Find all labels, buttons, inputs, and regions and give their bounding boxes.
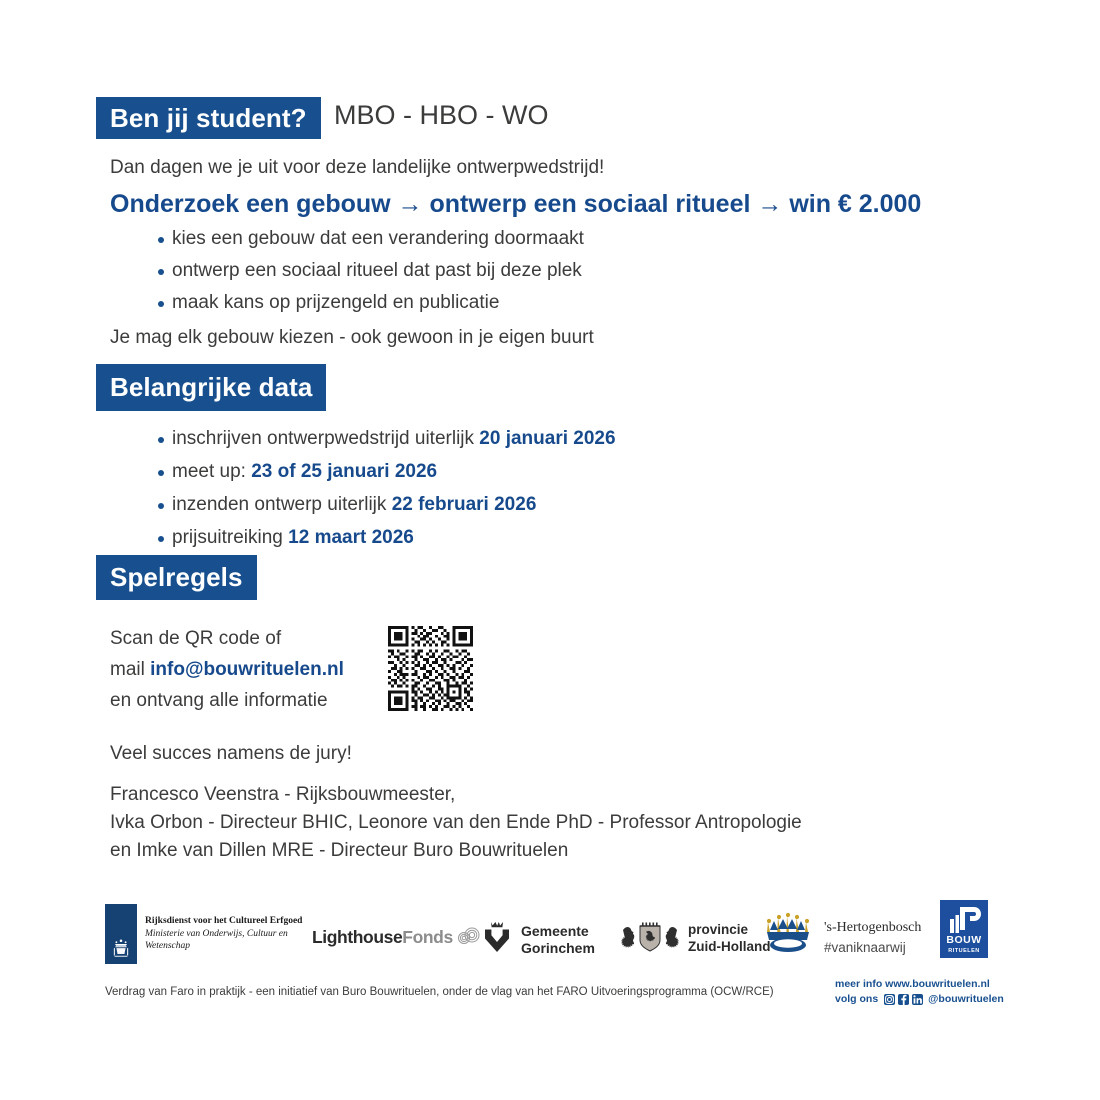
qr-code-icon[interactable] bbox=[388, 626, 473, 711]
logo-word-2: RITUELEN bbox=[948, 948, 980, 954]
den-bosch-crown-icon bbox=[760, 912, 816, 963]
coat-of-arms-svg bbox=[620, 918, 680, 954]
logo-line-1: provincie bbox=[688, 922, 749, 938]
logo-line-3: Wetenschap bbox=[145, 941, 191, 952]
logo-provincie-zuid-holland bbox=[620, 918, 770, 959]
date-item-text: inschrijven ontwerpwedstrijd uiterlijk bbox=[172, 428, 480, 449]
footer-follow-label: volg ons bbox=[835, 993, 879, 1006]
logo-text bbox=[824, 918, 921, 958]
section-header-student: Ben jij student? bbox=[96, 97, 321, 139]
date-item-value: 20 januari 2026 bbox=[479, 428, 616, 449]
list-item bbox=[158, 527, 616, 549]
jury-greeting: Veel succes namens de jury! bbox=[110, 743, 352, 764]
logo-line-1: Rijksdienst voor het Cultureel Erfgoed bbox=[145, 916, 303, 927]
jury-line-3: en Imke van Dillen MRE - Directeur Buro Bouwrituelen bbox=[110, 839, 569, 861]
facebook-svg bbox=[898, 994, 909, 1005]
section-header-rules: Spelregels bbox=[96, 555, 257, 600]
date-item-value: 12 maart 2026 bbox=[288, 527, 414, 548]
footer-credit-text: Verdrag van Faro in praktijk - een initiatief van Buro Bouwrituelen, onder de vlag van het FARO Uitvoeringsprogramma (OCW/RCE) bbox=[105, 986, 774, 998]
instagram-icon[interactable] bbox=[884, 994, 895, 1005]
date-item-text: inzenden ontwerp uiterlijk bbox=[172, 494, 392, 515]
logo-gemeente-gorinchem bbox=[482, 920, 595, 959]
bouwrituelen-mark-icon bbox=[938, 898, 990, 960]
facebook-icon[interactable] bbox=[898, 994, 909, 1005]
rijksoverheid-emblem-icon bbox=[105, 904, 137, 964]
linkedin-svg bbox=[912, 994, 923, 1005]
contest-bullet-list bbox=[158, 228, 584, 324]
logo-line-1: Gemeente bbox=[521, 922, 589, 939]
logo-line-1: 's-Hertogenbosch bbox=[824, 919, 922, 935]
jury-block bbox=[110, 740, 802, 865]
list-item: kies een gebouw dat een verandering doormaakt bbox=[158, 228, 584, 250]
footer-social-handle[interactable]: @bouwrituelen bbox=[928, 993, 1004, 1006]
logo-text bbox=[688, 922, 770, 954]
education-levels-label: MBO - HBO - WO bbox=[334, 100, 549, 130]
intro-text: Dan dagen we je uit voor deze landelijke ontwerpwedstrijd! bbox=[110, 157, 605, 178]
qr-instruction-line-1: Scan de QR code of bbox=[110, 628, 282, 649]
important-dates-list bbox=[158, 428, 616, 560]
logo-line-2: #vaniknaarwij bbox=[824, 939, 906, 955]
royal-crest-icon bbox=[110, 938, 132, 960]
list-item: maak kans op prijzengeld en publicatie bbox=[158, 292, 584, 314]
qr-instruction-line-3: en ontvang alle informatie bbox=[110, 689, 328, 711]
logo-word-1: BOUW bbox=[946, 934, 982, 946]
crest-crown-svg bbox=[482, 920, 512, 954]
logo-rijksdienst-cultureel-erfgoed bbox=[105, 904, 302, 964]
gorinchem-crest-icon bbox=[482, 920, 512, 959]
list-item bbox=[158, 428, 616, 450]
mail-prefix: mail bbox=[110, 658, 151, 680]
building-choice-note: Je mag elk gebouw kiezen - ook gewoon in je eigen buurt bbox=[110, 327, 594, 348]
contact-email[interactable]: info@bouwrituelen.nl bbox=[150, 658, 344, 680]
logo-word-dark: Lighthouse bbox=[312, 927, 403, 947]
qr-code-svg bbox=[388, 626, 473, 711]
logo-wordmark bbox=[312, 927, 453, 948]
linkedin-icon[interactable] bbox=[912, 994, 923, 1005]
logo-text bbox=[521, 923, 595, 957]
jury-line-1: Francesco Veenstra - Rijksbouwmeester, bbox=[110, 783, 456, 805]
logo-line-2: Zuid-Holland bbox=[688, 938, 771, 954]
jury-line-2: Ivka Orbon - Directeur BHIC, Leonore van den Ende PhD - Professor Antropologie bbox=[110, 811, 802, 833]
instagram-svg bbox=[884, 994, 895, 1005]
contest-headline: Onderzoek een gebouw → ontwerp een sociaal ritueel → win € 2.000 bbox=[110, 190, 922, 218]
date-item-text: prijsuitreiking bbox=[172, 527, 289, 548]
logo-text bbox=[145, 915, 302, 953]
logo-line-2: Ministerie van Onderwijs, Cultuur en bbox=[145, 928, 288, 939]
logo-buro-bouwrituelen bbox=[938, 898, 990, 960]
logo-lighthouse-fonds bbox=[312, 924, 481, 951]
logo-line-2: Gorinchem bbox=[521, 939, 595, 956]
list-item bbox=[158, 461, 616, 483]
section-header-important-dates: Belangrijke data bbox=[96, 364, 326, 411]
partner-logo-strip bbox=[100, 898, 1010, 970]
footer-more-info[interactable]: meer info www.bouwrituelen.nl bbox=[835, 978, 990, 990]
zuid-holland-coat-of-arms-icon bbox=[620, 918, 680, 959]
list-item: ontwerp een sociaal ritueel dat past bij deze plek bbox=[158, 260, 584, 282]
qr-instructions bbox=[110, 624, 344, 717]
date-item-text: meet up: bbox=[172, 461, 252, 482]
swirl-svg bbox=[455, 924, 481, 946]
logo-s-hertogenbosch bbox=[760, 912, 921, 963]
list-item bbox=[158, 494, 616, 516]
logo-word-grey: Fonds bbox=[402, 927, 453, 947]
spacer bbox=[110, 768, 802, 781]
qr-instruction-line-2 bbox=[110, 655, 344, 686]
swirl-icon bbox=[455, 924, 481, 951]
crown-svg bbox=[760, 912, 816, 958]
date-item-value: 23 of 25 januari 2026 bbox=[251, 461, 438, 482]
footer-social-row bbox=[835, 992, 1004, 1007]
footer-contact-block bbox=[835, 977, 1004, 1007]
date-item-value: 22 februari 2026 bbox=[391, 494, 537, 515]
